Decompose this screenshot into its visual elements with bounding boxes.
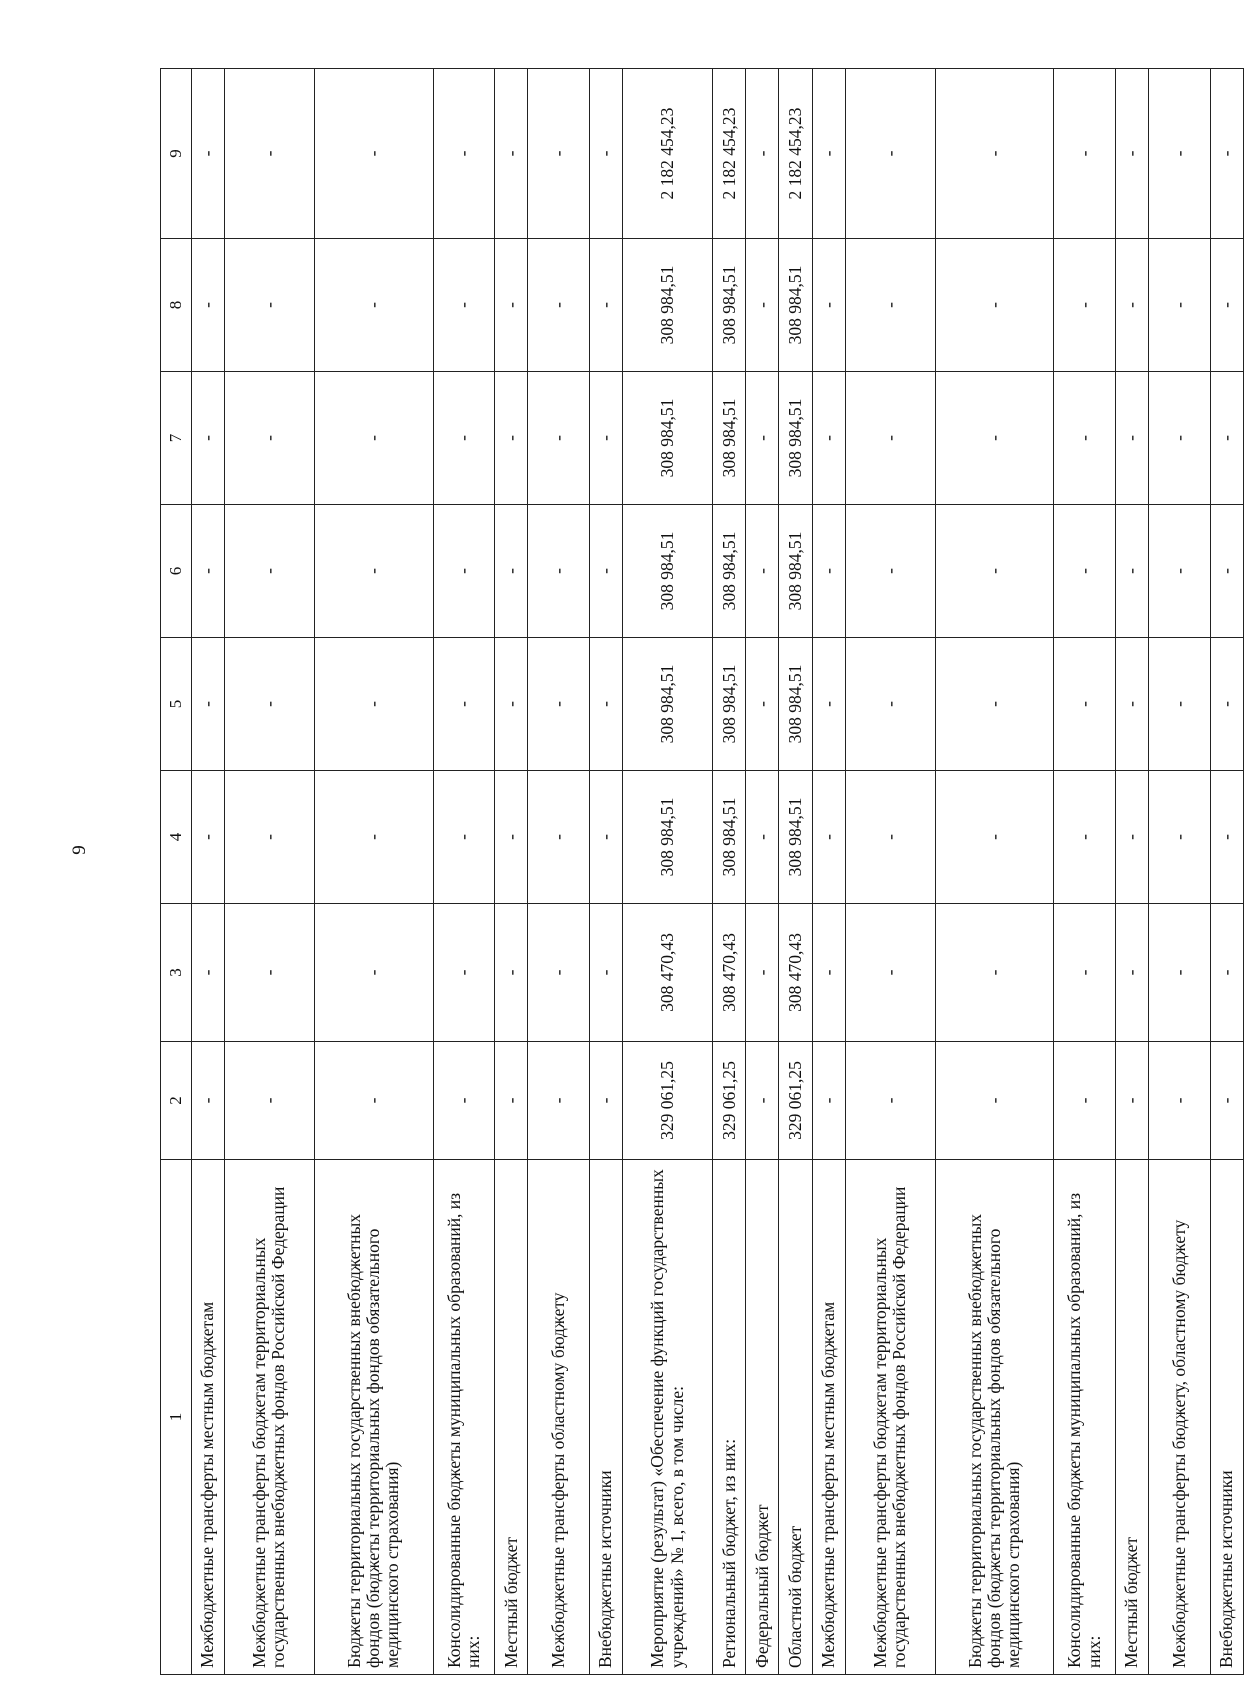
table-row bbox=[1149, 69, 1211, 1675]
table-row bbox=[845, 69, 935, 1675]
value-cell: - bbox=[191, 69, 224, 239]
value-cell: - bbox=[315, 771, 433, 904]
value-cell: - bbox=[224, 505, 314, 638]
value-cell: - bbox=[1210, 771, 1243, 904]
value-cell: - bbox=[1210, 69, 1243, 239]
value-cell: - bbox=[746, 904, 779, 1042]
value-cell: - bbox=[191, 372, 224, 505]
table-row bbox=[812, 69, 845, 1675]
budget-table bbox=[160, 68, 1244, 1675]
value-cell: - bbox=[812, 505, 845, 638]
table-row bbox=[713, 69, 746, 1675]
value-cell: - bbox=[845, 771, 935, 904]
value-cell: - bbox=[191, 771, 224, 904]
value-cell: - bbox=[1210, 904, 1243, 1042]
value-cell: - bbox=[589, 69, 622, 239]
value-cell: - bbox=[495, 638, 528, 771]
value-cell: - bbox=[1115, 372, 1148, 505]
value-cell: 308 984,51 bbox=[713, 638, 746, 771]
value-cell: - bbox=[812, 638, 845, 771]
value-cell: - bbox=[935, 1042, 1053, 1160]
value-cell: - bbox=[845, 638, 935, 771]
value-cell: - bbox=[589, 771, 622, 904]
value-cell: - bbox=[433, 69, 495, 239]
value-cell: 2 182 454,23 bbox=[623, 69, 713, 239]
budget-table-body bbox=[161, 69, 1244, 1675]
value-cell: - bbox=[433, 638, 495, 771]
value-cell: - bbox=[1115, 505, 1148, 638]
value-cell: - bbox=[746, 505, 779, 638]
value-cell: - bbox=[935, 372, 1053, 505]
value-cell: - bbox=[224, 771, 314, 904]
value-cell: - bbox=[1149, 638, 1211, 771]
row-label: Местный бюджет bbox=[1115, 1160, 1148, 1675]
value-cell: - bbox=[935, 904, 1053, 1042]
value-cell: - bbox=[1149, 505, 1211, 638]
table-row bbox=[1054, 69, 1116, 1675]
value-cell: - bbox=[495, 505, 528, 638]
value-cell: - bbox=[589, 1042, 622, 1160]
table-row bbox=[623, 69, 713, 1675]
value-cell: 308 984,51 bbox=[779, 239, 812, 372]
table-row bbox=[191, 69, 224, 1675]
value-cell: - bbox=[1210, 505, 1243, 638]
value-cell: 308 984,51 bbox=[779, 771, 812, 904]
value-cell: - bbox=[746, 239, 779, 372]
value-cell: 308 984,51 bbox=[779, 372, 812, 505]
table-row bbox=[779, 69, 812, 1675]
value-cell: - bbox=[812, 904, 845, 1042]
table-row bbox=[315, 69, 433, 1675]
value-cell: - bbox=[1149, 372, 1211, 505]
value-cell: - bbox=[528, 1042, 590, 1160]
row-label: Межбюджетные трансферты бюджетам территориальных государственных внебюджетных фондов Российской Федерации bbox=[224, 1160, 314, 1675]
row-label: Межбюджетные трансферты местным бюджетам bbox=[191, 1160, 224, 1675]
table-row bbox=[528, 69, 590, 1675]
value-cell: - bbox=[935, 69, 1053, 239]
value-cell: - bbox=[1054, 372, 1116, 505]
value-cell: - bbox=[224, 904, 314, 1042]
column-number: 2 bbox=[161, 1042, 192, 1160]
value-cell: - bbox=[224, 372, 314, 505]
column-number: 8 bbox=[161, 239, 192, 372]
value-cell: - bbox=[224, 638, 314, 771]
row-label: Межбюджетные трансферты бюджету, областному бюджету bbox=[1149, 1160, 1211, 1675]
table-row bbox=[1115, 69, 1148, 1675]
value-cell: - bbox=[845, 69, 935, 239]
value-cell: - bbox=[315, 505, 433, 638]
value-cell: - bbox=[495, 69, 528, 239]
value-cell: - bbox=[1210, 638, 1243, 771]
row-label: Мероприятие (результат) «Обеспечение функций государственных учреждений» № 1, всего, в том числе: bbox=[623, 1160, 713, 1675]
value-cell: - bbox=[495, 372, 528, 505]
column-number-row bbox=[161, 69, 192, 1675]
column-number: 5 bbox=[161, 638, 192, 771]
value-cell: 308 470,43 bbox=[623, 904, 713, 1042]
value-cell: - bbox=[1149, 904, 1211, 1042]
value-cell: - bbox=[845, 505, 935, 638]
table-row bbox=[1210, 69, 1243, 1675]
row-label: Внебюджетные источники bbox=[589, 1160, 622, 1675]
value-cell: - bbox=[433, 239, 495, 372]
value-cell: - bbox=[1115, 638, 1148, 771]
value-cell: - bbox=[589, 904, 622, 1042]
value-cell: - bbox=[1149, 1042, 1211, 1160]
value-cell: 2 182 454,23 bbox=[713, 69, 746, 239]
row-label: Консолидированные бюджеты муниципальных образований, из них: bbox=[1054, 1160, 1116, 1675]
value-cell: - bbox=[1054, 904, 1116, 1042]
value-cell: - bbox=[495, 239, 528, 372]
value-cell: - bbox=[315, 1042, 433, 1160]
value-cell: - bbox=[589, 505, 622, 638]
value-cell: - bbox=[1210, 1042, 1243, 1160]
row-label: Бюджеты территориальных государственных внебюджетных фондов (бюджеты территориальных фондов обязательного медицинского страхования) bbox=[315, 1160, 433, 1675]
table-row bbox=[495, 69, 528, 1675]
value-cell: - bbox=[315, 239, 433, 372]
value-cell: 308 984,51 bbox=[713, 771, 746, 904]
value-cell: - bbox=[589, 638, 622, 771]
value-cell: 308 470,43 bbox=[713, 904, 746, 1042]
value-cell: - bbox=[1054, 771, 1116, 904]
value-cell: - bbox=[315, 372, 433, 505]
row-label: Региональный бюджет, из них: bbox=[713, 1160, 746, 1675]
value-cell: - bbox=[812, 372, 845, 505]
column-number: 9 bbox=[161, 69, 192, 239]
value-cell: - bbox=[1054, 505, 1116, 638]
value-cell: - bbox=[1149, 69, 1211, 239]
value-cell: - bbox=[1054, 1042, 1116, 1160]
value-cell: 329 061,25 bbox=[779, 1042, 812, 1160]
value-cell: - bbox=[845, 1042, 935, 1160]
row-label: Местный бюджет bbox=[495, 1160, 528, 1675]
column-number: 7 bbox=[161, 372, 192, 505]
row-label: Федеральный бюджет bbox=[746, 1160, 779, 1675]
value-cell: - bbox=[528, 904, 590, 1042]
value-cell: - bbox=[845, 904, 935, 1042]
value-cell: - bbox=[495, 904, 528, 1042]
value-cell: - bbox=[528, 239, 590, 372]
value-cell: - bbox=[224, 1042, 314, 1160]
value-cell: - bbox=[812, 1042, 845, 1160]
value-cell: - bbox=[1149, 239, 1211, 372]
value-cell: 329 061,25 bbox=[713, 1042, 746, 1160]
value-cell: - bbox=[528, 372, 590, 505]
value-cell: - bbox=[935, 638, 1053, 771]
value-cell: - bbox=[845, 239, 935, 372]
value-cell: - bbox=[746, 372, 779, 505]
value-cell: - bbox=[191, 239, 224, 372]
value-cell: - bbox=[812, 771, 845, 904]
value-cell: - bbox=[433, 904, 495, 1042]
table-row bbox=[224, 69, 314, 1675]
value-cell: 308 984,51 bbox=[623, 239, 713, 372]
value-cell: 308 984,51 bbox=[623, 372, 713, 505]
value-cell: - bbox=[1115, 904, 1148, 1042]
rotated-page-content bbox=[160, 68, 1244, 1675]
row-label: Областной бюджет bbox=[779, 1160, 812, 1675]
value-cell: - bbox=[191, 638, 224, 771]
value-cell: - bbox=[528, 638, 590, 771]
value-cell: 308 984,51 bbox=[713, 239, 746, 372]
value-cell: - bbox=[315, 69, 433, 239]
value-cell: - bbox=[1054, 638, 1116, 771]
value-cell: - bbox=[528, 771, 590, 904]
value-cell: - bbox=[1115, 69, 1148, 239]
value-cell: - bbox=[433, 771, 495, 904]
column-number: 4 bbox=[161, 771, 192, 904]
value-cell: - bbox=[315, 904, 433, 1042]
table-row bbox=[433, 69, 495, 1675]
value-cell: 308 984,51 bbox=[623, 638, 713, 771]
value-cell: - bbox=[845, 372, 935, 505]
table-row bbox=[589, 69, 622, 1675]
value-cell: - bbox=[495, 771, 528, 904]
value-cell: - bbox=[433, 1042, 495, 1160]
value-cell: - bbox=[812, 239, 845, 372]
value-cell: 308 984,51 bbox=[713, 505, 746, 638]
value-cell: 308 984,51 bbox=[623, 505, 713, 638]
row-label: Бюджеты территориальных государственных внебюджетных фондов (бюджеты территориальных фондов обязательного медицинского страхования) bbox=[935, 1160, 1053, 1675]
table-row bbox=[746, 69, 779, 1675]
value-cell: - bbox=[495, 1042, 528, 1160]
column-number: 6 bbox=[161, 505, 192, 638]
value-cell: - bbox=[224, 69, 314, 239]
page-number: 9 bbox=[69, 845, 90, 855]
value-cell: 308 984,51 bbox=[779, 638, 812, 771]
value-cell: - bbox=[528, 505, 590, 638]
value-cell: - bbox=[1149, 771, 1211, 904]
value-cell: - bbox=[812, 69, 845, 239]
value-cell: - bbox=[746, 1042, 779, 1160]
value-cell: - bbox=[746, 638, 779, 771]
column-number: 1 bbox=[161, 1160, 192, 1675]
value-cell: 329 061,25 bbox=[623, 1042, 713, 1160]
value-cell: - bbox=[191, 1042, 224, 1160]
value-cell: - bbox=[528, 69, 590, 239]
value-cell: - bbox=[1210, 239, 1243, 372]
value-cell: - bbox=[315, 638, 433, 771]
value-cell: - bbox=[1115, 239, 1148, 372]
value-cell: - bbox=[935, 771, 1053, 904]
row-label: Межбюджетные трансферты бюджетам территориальных государственных внебюджетных фондов Российской Федерации bbox=[845, 1160, 935, 1675]
value-cell: - bbox=[1115, 771, 1148, 904]
value-cell: - bbox=[1115, 1042, 1148, 1160]
value-cell: 308 984,51 bbox=[623, 771, 713, 904]
value-cell: - bbox=[191, 904, 224, 1042]
value-cell: - bbox=[746, 69, 779, 239]
table-row bbox=[935, 69, 1053, 1675]
value-cell: - bbox=[935, 239, 1053, 372]
value-cell: - bbox=[1054, 239, 1116, 372]
value-cell: 308 984,51 bbox=[713, 372, 746, 505]
value-cell: - bbox=[589, 239, 622, 372]
value-cell: - bbox=[433, 372, 495, 505]
value-cell: - bbox=[433, 505, 495, 638]
row-label: Консолидированные бюджеты муниципальных образований, из них: bbox=[433, 1160, 495, 1675]
value-cell: - bbox=[935, 505, 1053, 638]
value-cell: - bbox=[1210, 372, 1243, 505]
value-cell: 2 182 454,23 bbox=[779, 69, 812, 239]
value-cell: - bbox=[1054, 69, 1116, 239]
value-cell: 308 984,51 bbox=[779, 505, 812, 638]
row-label: Межбюджетные трансферты областному бюджету bbox=[528, 1160, 590, 1675]
row-label: Межбюджетные трансферты местным бюджетам bbox=[812, 1160, 845, 1675]
row-label: Внебюджетные источники bbox=[1210, 1160, 1243, 1675]
column-number: 3 bbox=[161, 904, 192, 1042]
value-cell: - bbox=[746, 771, 779, 904]
value-cell: 308 470,43 bbox=[779, 904, 812, 1042]
value-cell: - bbox=[224, 239, 314, 372]
value-cell: - bbox=[191, 505, 224, 638]
value-cell: - bbox=[589, 372, 622, 505]
